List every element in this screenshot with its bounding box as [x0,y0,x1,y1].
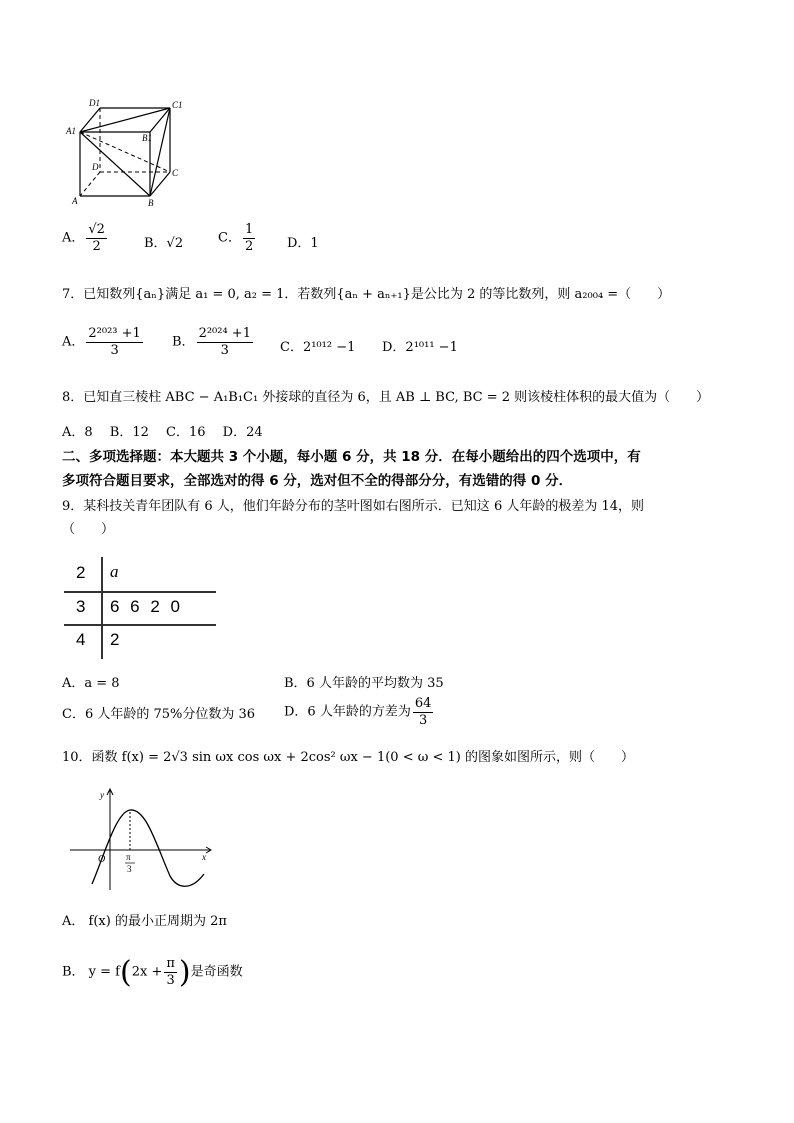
section2-heading-line2: 多项符合题目要求，全部选对的得 6 分，选对但不全的得部分分，有选错的得 0 分． [62,473,573,489]
q9-d-prefix: D．6 人年龄的方差为 [284,704,411,720]
q9-text-line2: （ ） [62,522,115,537]
q6-option-d: D．1 [287,236,319,251]
q10-b-den: 3 [166,973,175,988]
q6-c-den: 2 [244,239,254,254]
cube-label-d: D [92,162,99,172]
q6-option-a [62,222,109,255]
q10-text: 10．函数 f(x) = 2√3 sin ωx cos ωx + 2cos² ωx − 1(0 < ω < 1) 的图象如图所示，则（ ） [62,750,634,765]
cube-figure [62,96,192,208]
cube-label-a: A [72,196,78,206]
graph-label-y: y [100,790,104,800]
stem-4: 4 [76,630,86,649]
q9-option-c: C．6 人年龄的 75%分位数为 36 [62,707,256,722]
q7-text: 7．已知数列{aₙ}满足 a₁ = 0, a₂ = 1．若数列{aₙ + aₙ₊₁}是公比为 2 的等比数列，则 a₂₀₀₄ =（ ） [62,287,671,302]
q7-option-b [172,326,255,359]
q6-c-prefix: C． [218,230,241,246]
graph-label-pi: π [126,852,131,862]
q10-b-num: π [166,956,175,971]
stem-2: 2 [76,563,86,582]
q6-c-num: 1 [244,222,254,237]
q6-option-b: B．√2 [144,236,184,251]
q8-text: 8．已知直三棱柱 ABC − A₁B₁C₁ 外接球的直径为 6，且 AB ⊥ BC, BC = 2 则该棱柱体积的最大值为（ ） [62,390,710,405]
q9-option-b: B．6 人年龄的平均数为 35 [284,676,444,691]
q10-b-suffix: 是奇函数 [190,964,243,980]
q7-option-d: D．2¹⁰¹¹ −1 [382,340,458,355]
q10-option-b: B． y = f(2x + $\frac{\pi}{3}$ )是奇函数 [62,954,243,990]
q7-b-num: 2²⁰²⁴ +1 [198,326,251,341]
q9-d-den: 3 [418,713,428,728]
function-graph [66,786,216,894]
q9-text-line1: 9．某科技关青年团队有 6 人，他们年龄分布的茎叶图如右图所示．已知这 6 人年龄的极差为 14，则 [62,499,645,514]
q7-option-c: C．2¹⁰¹² −1 [280,340,356,355]
stem-leaf-diagram [64,557,216,659]
q6-option-c [218,222,257,255]
cube-label-b1: B1 [142,133,152,143]
q7-a-prefix: A． [62,334,85,350]
leaf-row-3: 6 6 2 0 [110,597,183,616]
cube-label-d1: D1 [89,98,100,108]
cube-label-b: B [148,198,154,208]
q7-a-den: 3 [110,343,119,358]
q7-option-a [62,326,145,359]
q8-options: A．8 B．12 C．16 D．24 [62,425,263,440]
stem-3: 3 [76,597,86,616]
cube-label-c1: C1 [172,100,183,110]
leaf-row-2: a [110,562,119,581]
row-divider-1 [64,591,216,593]
q7-b-prefix: B． [172,334,195,350]
q9-option-d [284,696,435,729]
row-divider-2 [64,624,216,626]
section2-heading-line1: 二、多项选择题：本大题共 3 个小题，每小题 6 分，共 18 分．在每小题给出的四个选项中，有 [62,449,641,465]
graph-label-three: 3 [127,864,132,874]
q10-b-inner: 2x + [131,964,163,980]
q6-a-prefix: A． [62,230,85,246]
q10-option-a: A． f(x) 的最小正周期为 2π [62,914,227,929]
q7-a-num: 2²⁰²³ +1 [88,326,141,341]
graph-label-x: x [202,852,206,862]
cube-label-a1: A1 [66,126,76,136]
q6-a-num: √2 [88,222,105,237]
q9-option-a: A．a = 8 [62,676,120,691]
q10-b-prefix: B． y = f [62,964,120,980]
leaf-row-4: 2 [110,630,120,649]
cube-label-c: C [172,168,179,178]
graph-label-origin: O [98,854,106,865]
stem-divider [101,557,103,659]
q9-d-num: 64 [414,696,432,711]
q6-a-den: 2 [92,239,101,254]
q7-b-den: 3 [220,343,229,358]
